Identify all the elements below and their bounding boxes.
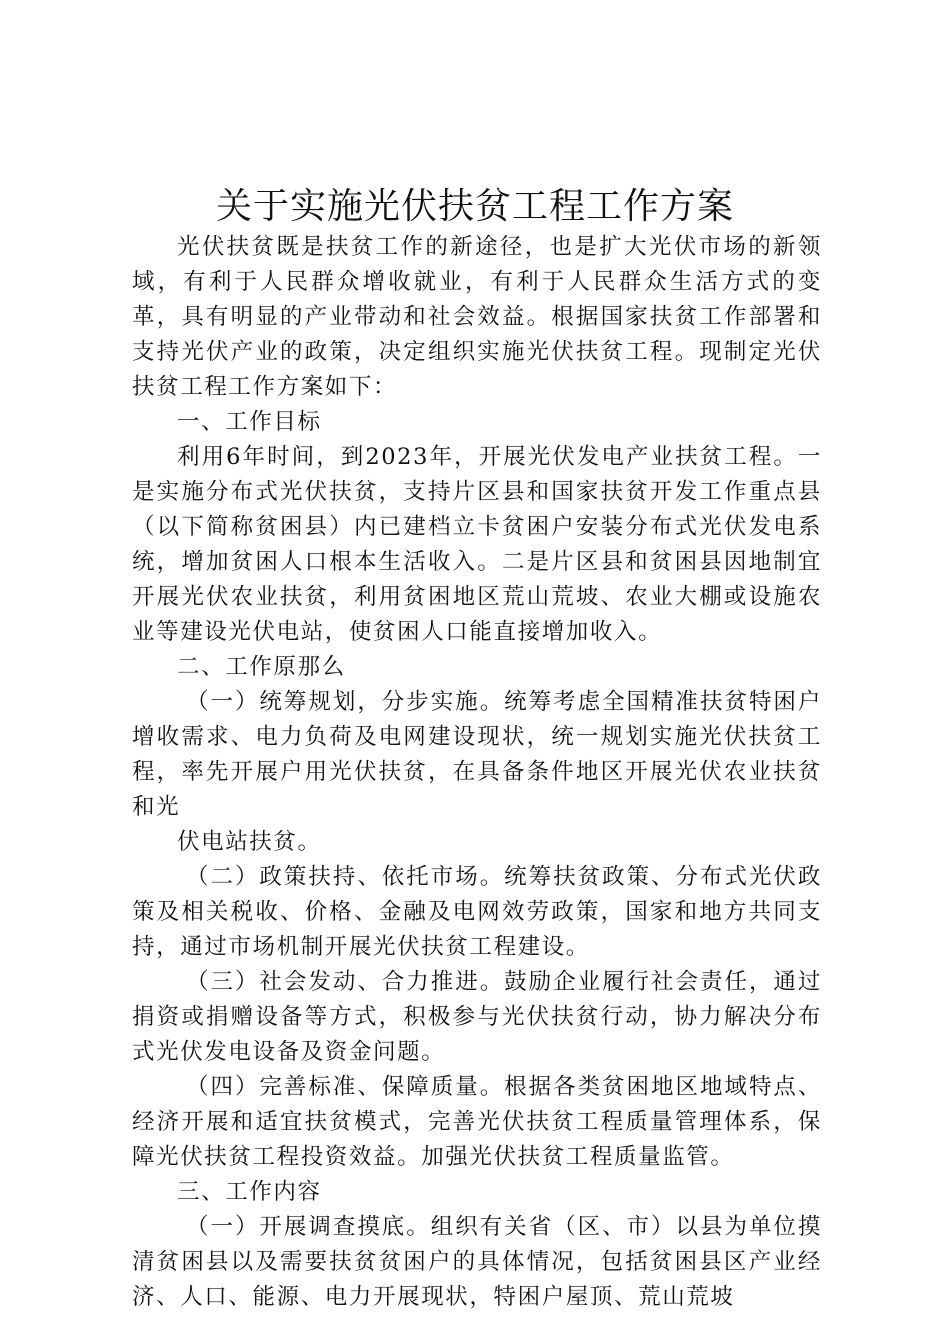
principle-1-paragraph: （一）统筹规划，分步实施。统筹考虑全国精准扶贫特困户增收需求、电力负荷及电网建设现状，统一规划实施光伏扶贫工程，率先开展户用光伏扶贫，在具备条件地区开展光伏农业扶贫和光 (132, 689, 822, 820)
document-body (132, 230, 822, 1315)
section-heading-content: 三、工作内容 (177, 1179, 322, 1205)
principle-3-paragraph: （三）社会发动、合力推进。鼓励企业履行社会责任，通过捐资或捐赠设备等方式，积极参与光伏扶贫行动，协力解决分布式光伏发电设备及资金问题。 (132, 969, 822, 1065)
goals-paragraph: 利用6年时间，到2023年，开展光伏发电产业扶贫工程。一是实施分布式光伏扶贫，支持片区县和国家扶贫开发工作重点县（以下简称贫困县）内已建档立卡贫困户安装分布式光伏发电系统，增加贫困人口根本生活收入。二是片区县和贫困县因地制宜开展光伏农业扶贫，利用贫困地区荒山荒坡、农业大棚或设施农业等建设光伏电站，使贫困人口能直接增加收入。 (132, 444, 822, 645)
intro-paragraph: 光伏扶贫既是扶贫工作的新途径，也是扩大光伏市场的新领域，有利于人民群众增收就业，有利于人民群众生活方式的变革，具有明显的产业带动和社会效益。根据国家扶贫工作部署和支持光伏产业的政策，决定组织实施光伏扶贫工程。现制定光伏扶贫工程工作方案如下： (132, 234, 822, 400)
document-title: 关于实施光伏扶贫工程工作方案 (215, 186, 734, 227)
content-1-paragraph: （一）开展调查摸底。组织有关省（区、市）以县为单位摸清贫困县以及需要扶贫贫困户的具体情况，包括贫困县区产业经济、人口、能源、电力开展现状，特困户屋顶、荒山荒坡 (132, 1214, 822, 1310)
section-heading-goals: 一、工作目标 (177, 409, 322, 435)
principle-1-continuation: 伏电站扶贫。 (177, 829, 322, 855)
principle-4-paragraph: （四）完善标准、保障质量。根据各类贫困地区地域特点、经济开展和适宜扶贫模式，完善光伏扶贫工程质量管理体系，保障光伏扶贫工程投资效益。加强光伏扶贫工程质量监管。 (132, 1074, 822, 1170)
principle-2-paragraph: （二）政策扶持、依托市场。统筹扶贫政策、分布式光伏政策及相关税收、价格、金融及电网效劳政策，国家和地方共同支持，通过市场机制开展光伏扶贫工程建设。 (132, 864, 822, 960)
section-heading-principles: 二、工作原那么 (177, 654, 346, 680)
